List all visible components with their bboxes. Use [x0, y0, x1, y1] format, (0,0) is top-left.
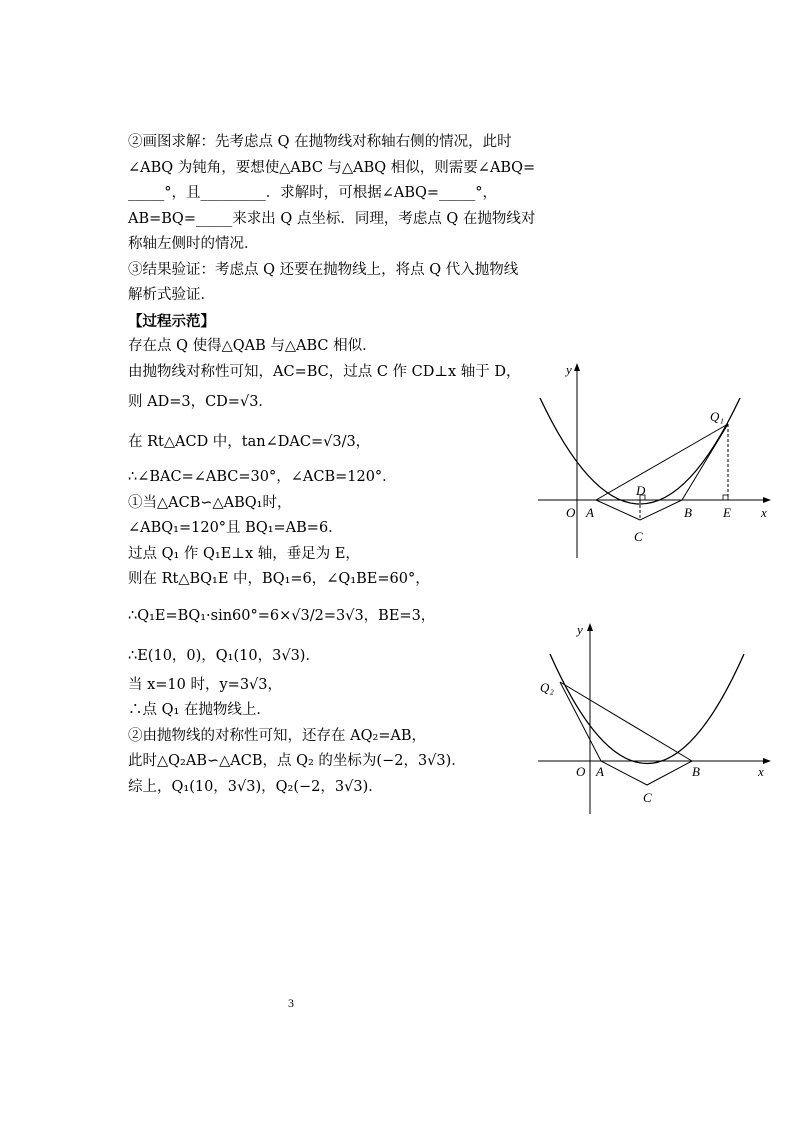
- paragraph: ②由抛物线的对称性可知，还存在 AQ₂=AB，: [128, 727, 427, 744]
- paragraph: ①当△ACB∽△ABQ₁时，: [128, 494, 292, 511]
- paragraph: ∠ABQ 为钝角，要想使△ABC 与△ABQ 相似，则需要∠ABQ=: [128, 159, 536, 176]
- page-number: 3: [288, 996, 294, 1010]
- paragraph: ∴点 Q₁ 在抛物线上．: [128, 702, 271, 718]
- origin-label: O: [566, 505, 576, 520]
- paragraph: 综上，Q₁(10，3√3)，Q₂(−2，3√3)．: [128, 778, 383, 795]
- point-b-label: B: [684, 505, 692, 520]
- point-c-label: C: [634, 529, 643, 544]
- section-heading: 【过程示范】: [128, 312, 215, 330]
- paragraph: 当 x=10 时，y=3√3，: [128, 676, 283, 693]
- parabola-figure-1: [530, 360, 780, 565]
- paragraph: ∠ABQ₁=120°且 BQ₁=AB=6．: [128, 520, 343, 536]
- point-e-label: E: [723, 505, 731, 520]
- paragraph: _____°，且_________．求解时，可根据∠ABQ=_____°，: [128, 185, 498, 201]
- paragraph: AB=BQ=_____来求出 Q 点坐标．同理，考虑点 Q 在抛物线对: [128, 210, 536, 227]
- point-a-label: A: [586, 505, 594, 520]
- point-b-label: B: [692, 764, 700, 779]
- paragraph: 过点 Q₁ 作 Q₁E⊥x 轴，垂足为 E，: [128, 545, 360, 562]
- paragraph: 解析式验证．: [128, 287, 215, 303]
- paragraph: 此时△Q₂AB∽△ACB，点 Q₂ 的坐标为(−2，3√3)．: [128, 753, 466, 769]
- point-q1-label: Q₁: [710, 409, 724, 424]
- y-axis-label: y: [577, 622, 583, 637]
- origin-label: O: [576, 764, 586, 779]
- paragraph: 称轴左侧时的情况．: [128, 236, 259, 252]
- parabola-figure-2: [530, 618, 780, 818]
- point-q2-label: Q₂: [540, 680, 554, 695]
- paragraph: ∴E(10，0)，Q₁(10，3√3)．: [128, 647, 320, 664]
- x-axis-label: x: [758, 764, 764, 779]
- paragraph: 在 Rt△ACD 中，tan∠DAC=√3/3，: [128, 434, 371, 450]
- paragraph: 则 AD=3，CD=√3．: [128, 394, 273, 410]
- point-c-label: C: [643, 790, 652, 805]
- paragraph: ③结果验证：考虑点 Q 还要在抛物线上，将点 Q 代入抛物线: [128, 261, 519, 278]
- paragraph: 则在 Rt△BQ₁E 中，BQ₁=6，∠Q₁BE=60°，: [128, 571, 430, 587]
- paragraph: ∴∠BAC=∠ABC=30°，∠ACB=120°．: [128, 469, 397, 485]
- paragraph: ②画图求解：先考虑点 Q 在抛物线对称轴右侧的情况，此时: [128, 134, 512, 150]
- paragraph: 由抛物线对称性可知，AC=BC，过点 C 作 CD⊥x 轴于 D，: [128, 363, 521, 380]
- solution-text: [128, 130, 536, 800]
- paragraph: 存在点 Q 使得△QAB 与△ABC 相似．: [128, 338, 377, 354]
- paragraph: ∴Q₁E=BQ₁·sin60°=6×√3/2=3√3，BE=3，: [128, 607, 436, 624]
- point-a-label: A: [596, 764, 604, 779]
- point-d-label: D: [636, 483, 646, 498]
- x-axis-label: x: [761, 505, 767, 520]
- y-axis-label: y: [566, 362, 572, 377]
